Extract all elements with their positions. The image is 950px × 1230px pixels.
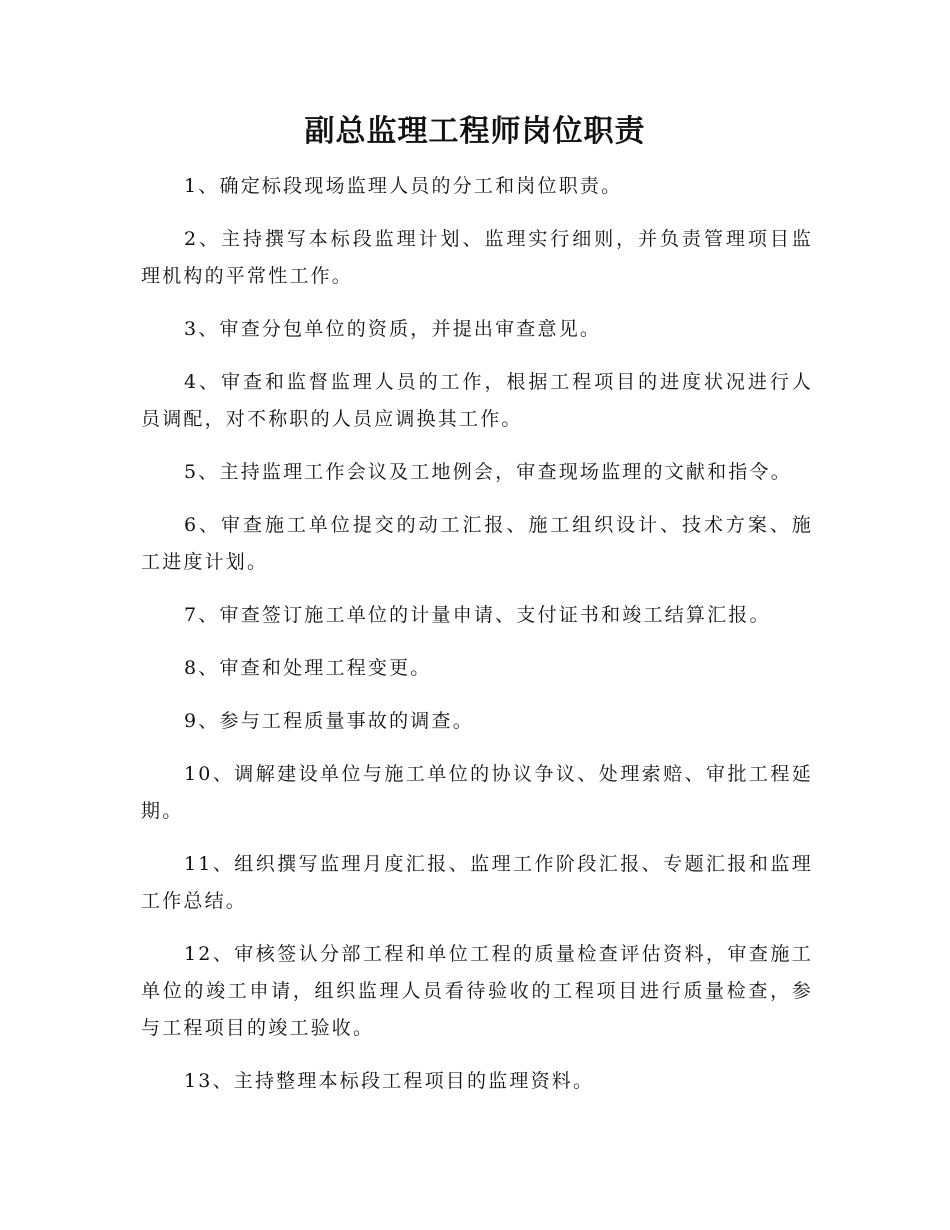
- duty-paragraph-6: 6、审查施工单位提交的动工汇报、施工组织设计、技术方案、施工进度计划。: [141, 514, 813, 573]
- duty-paragraph-3: 3、审查分包单位的资质，并提出审查意见。: [184, 318, 602, 340]
- document-title: 副总监理工程师岗位职责: [304, 114, 646, 149]
- duty-paragraph-12: 12、审核签认分部工程和单位工程的质量检查评估资料，审查施工单位的竣工申请，组织监理人员看待验收的工程项目进行质量检查，参与工程项目的竣工验收。: [141, 943, 813, 1039]
- duty-paragraph-10: 10、调解建设单位与施工单位的协议争议、处理索赔、审批工程延期。: [141, 763, 813, 822]
- document-body: [141, 168, 813, 1116]
- duty-paragraph-13: 13、主持整理本标段工程项目的监理资料。: [184, 1070, 595, 1092]
- duty-paragraph-4: 4、审查和监督监理人员的工作，根据工程项目的进度状况进行人员调配，对不称职的人员应调换其工作。: [141, 371, 813, 430]
- duty-paragraph-1: 1、确定标段现场监理人员的分工和岗位职责。: [184, 175, 623, 197]
- duty-paragraph-2: 2、主持撰写本标段监理计划、监理实行细则，并负责管理项目监理机构的平常性工作。: [141, 228, 813, 287]
- duty-paragraph-11: 11、组织撰写监理月度汇报、监理工作阶段汇报、专题汇报和监理工作总结。: [141, 853, 813, 912]
- duty-paragraph-9: 9、参与工程质量事故的调查。: [184, 710, 474, 732]
- duty-paragraph-7: 7、审查签订施工单位的计量申请、支付证书和竣工结算汇报。: [184, 604, 771, 626]
- duty-paragraph-8: 8、审查和处理工程变更。: [184, 657, 432, 679]
- duty-paragraph-5: 5、主持监理工作会议及工地例会，审查现场监理的文献和指令。: [184, 461, 792, 483]
